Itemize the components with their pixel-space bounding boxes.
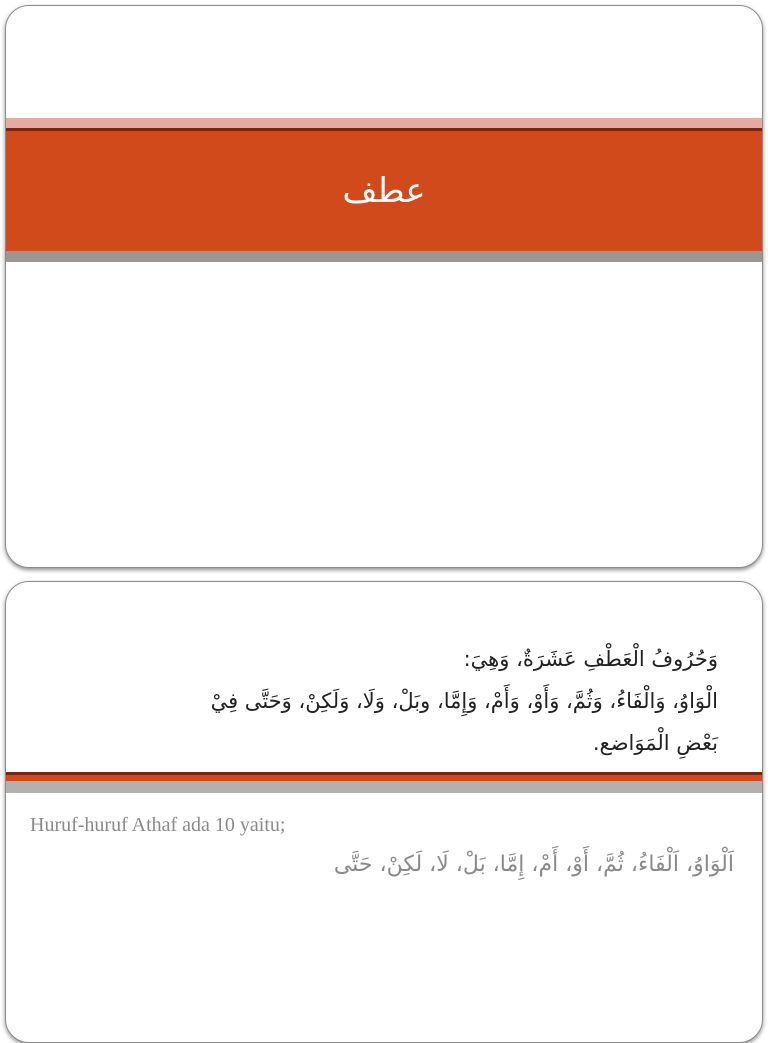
arabic-list: اَلْوَاوُ، اَلْفَاءُ، ثُمَّ، أَوْ، أَمْ، إِمَّا، بَلْ، لَا، لَكِنْ، حَتَّى — [333, 852, 734, 877]
pink-accent-strip — [6, 118, 762, 128]
gray-accent-strip — [6, 251, 762, 262]
arabic-line-3: بَعْضِ الْمَوَاضع. — [592, 731, 718, 755]
latin-caption: Huruf-huruf Athaf ada 10 yaitu; — [30, 814, 286, 836]
gray-accent-strip — [6, 781, 762, 793]
slide-2 — [5, 581, 763, 1043]
slide-title: عطف — [342, 171, 426, 211]
arabic-line-1: وَحُرُوفُ الْعَطْفِ عَشَرَةٌ، وَهِيَ: — [463, 647, 718, 671]
arabic-body-text — [106, 638, 718, 764]
slide-1 — [5, 5, 763, 568]
arabic-line-2: الْوَاوُ، وَالْفَاءُ، وَثُمَّ، وَأَوْ، وَأَمْ، وَإِمَّا، وبَلْ، وَلَا، وَلَكِنْ، وَحَتَّى فِيْ — [210, 689, 718, 713]
